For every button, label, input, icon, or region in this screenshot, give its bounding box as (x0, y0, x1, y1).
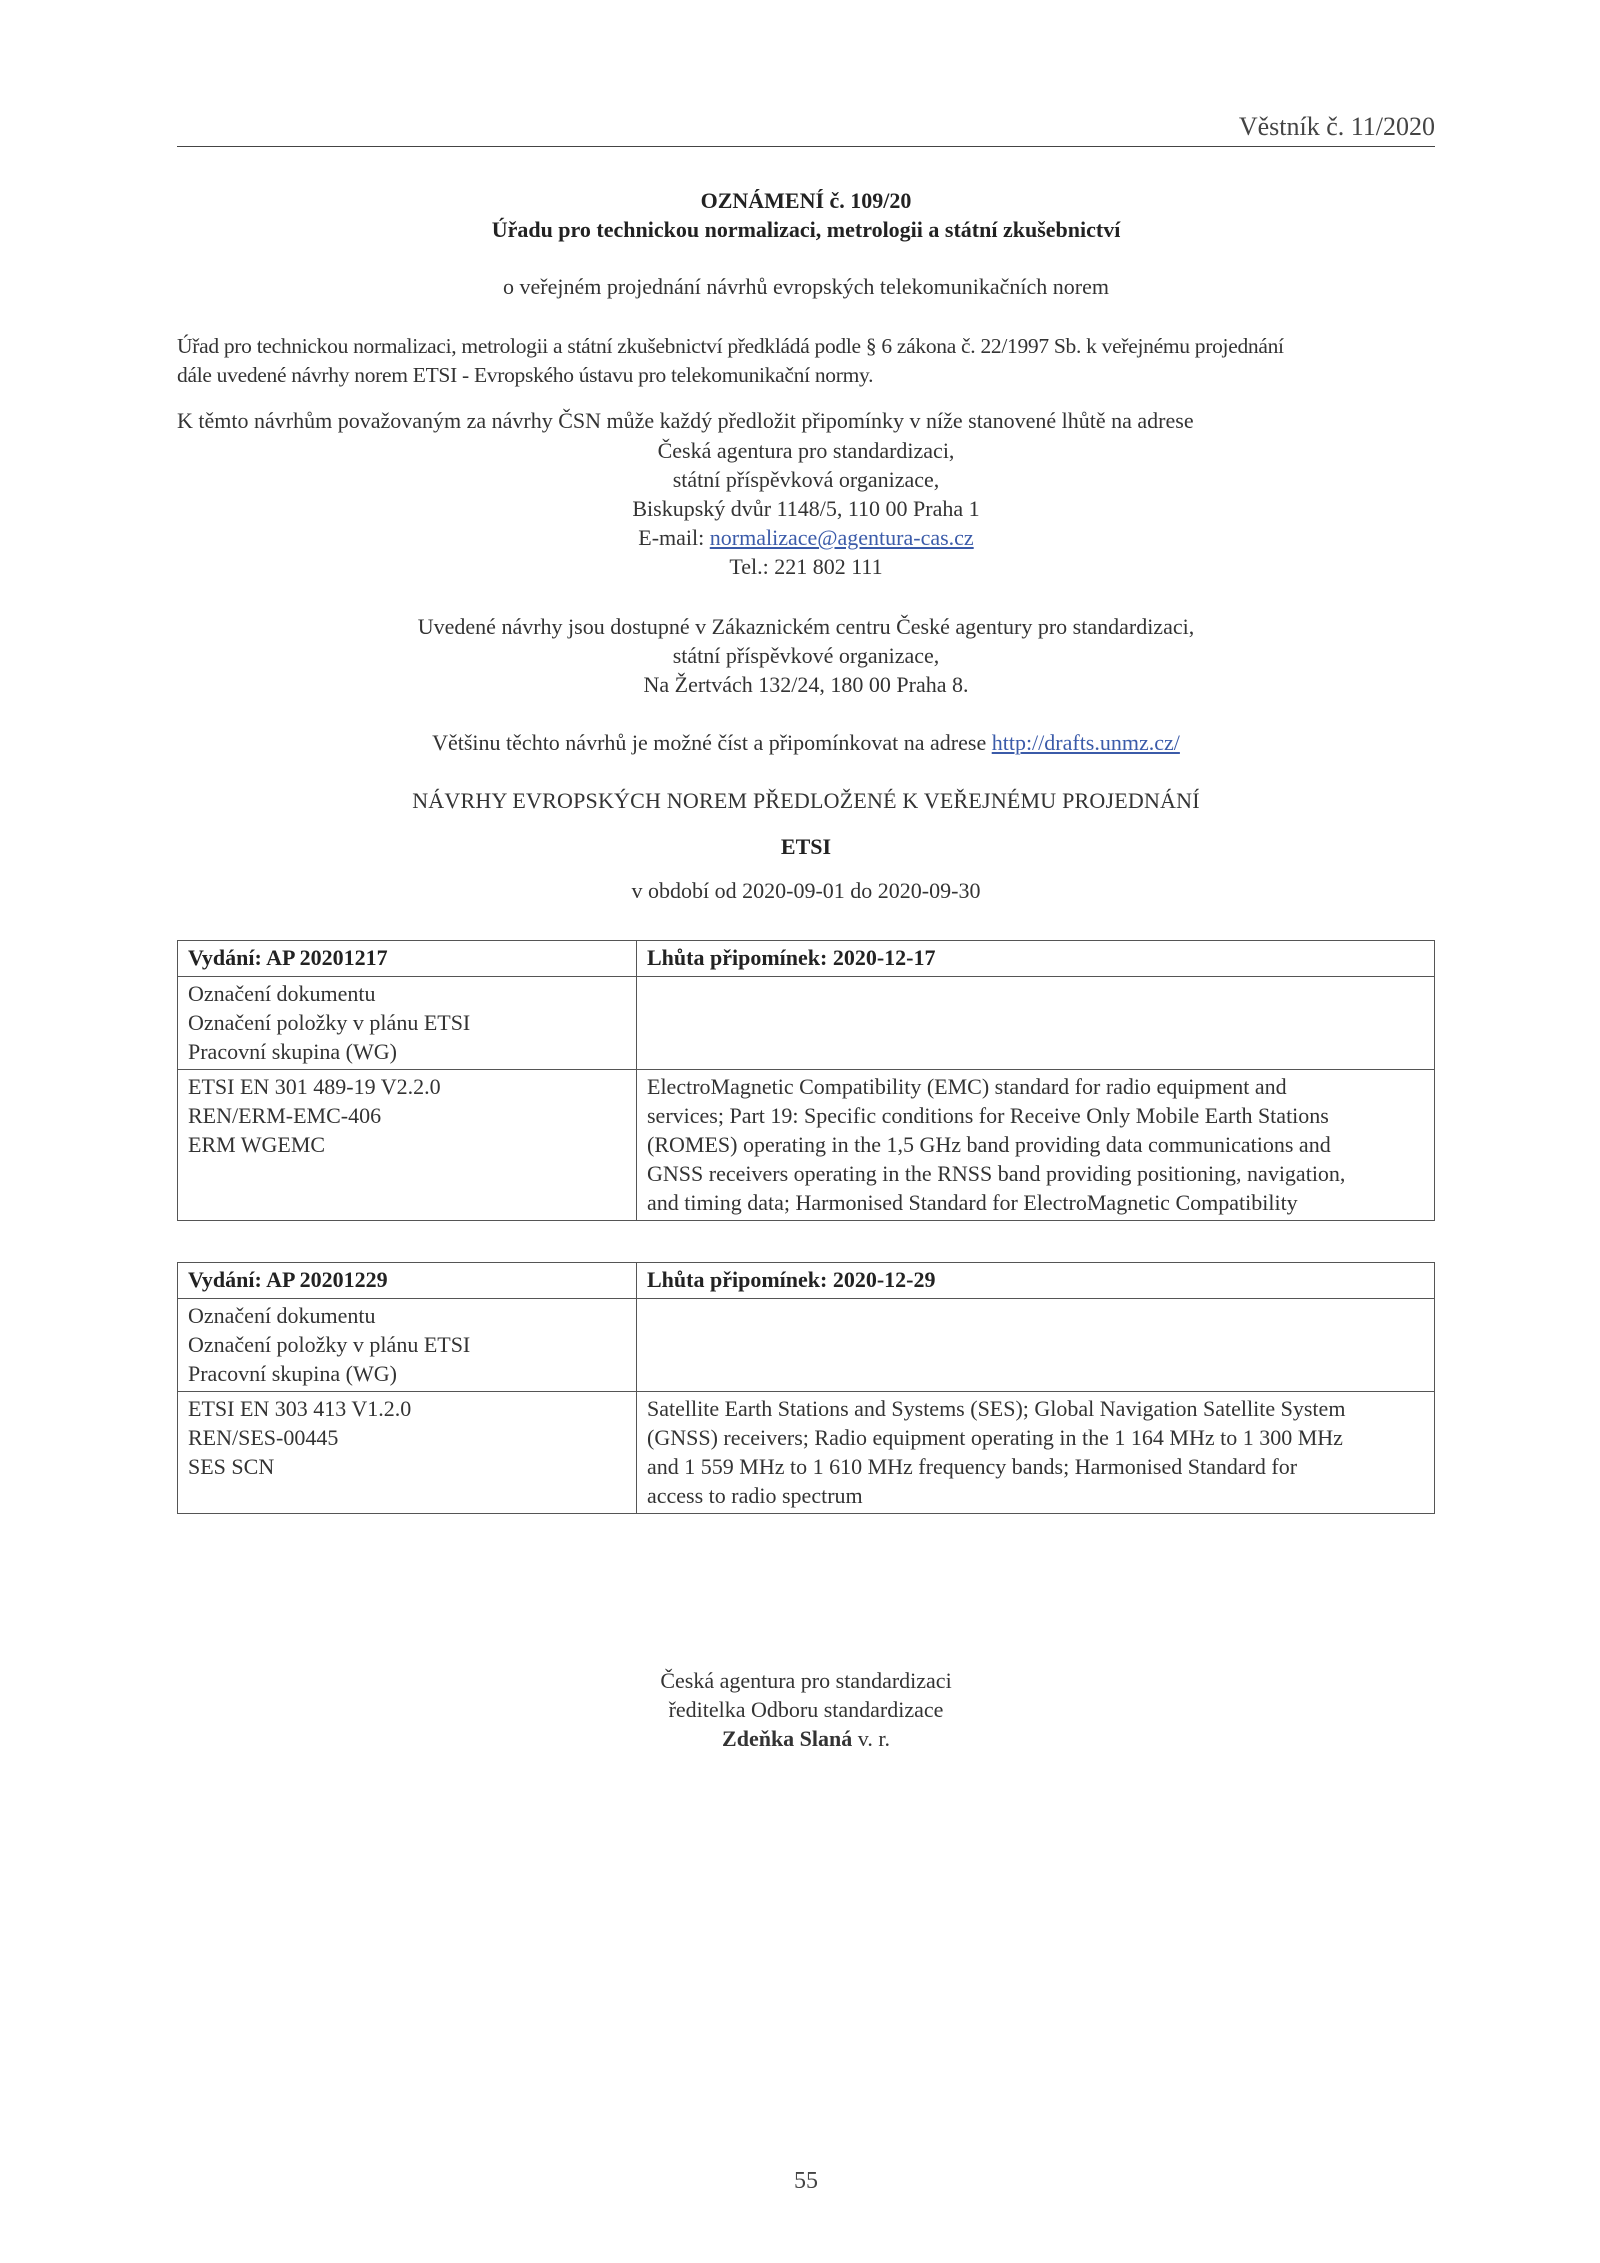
address-org: Česká agentura pro standardizaci, (657, 438, 955, 463)
description-line: GNSS receivers operating in the RNSS band providing positioning, navigation, (647, 1161, 1346, 1186)
availability-paragraph (177, 612, 1435, 699)
document-code: ETSI EN 303 413 V1.2.0 (188, 1396, 412, 1421)
reading-text: Většinu těchto návrhů je možné číst a připomínkovat na adrese (432, 730, 992, 755)
page-header (177, 112, 1435, 147)
issue-cell: Vydání: AP 20201217 (178, 941, 637, 977)
bulletin-number: Věstník č. 11/2020 (1238, 112, 1435, 141)
codes-cell (178, 1392, 637, 1514)
description-line: and timing data; Harmonised Standard for ElectroMagnetic Compatibility (647, 1190, 1298, 1215)
description-line: ElectroMagnetic Compatibility (EMC) standard for radio equipment and (647, 1074, 1287, 1099)
description-line: and 1 559 MHz to 1 610 MHz frequency bands; Harmonised Standard for (647, 1454, 1298, 1479)
label-plan-item: Označení položky v plánu ETSI (188, 1010, 471, 1035)
issue-cell: Vydání: AP 20201229 (178, 1263, 637, 1299)
availability-line-2: státní příspěvkové organizace, (672, 643, 940, 668)
table-header-row (178, 941, 1435, 977)
standards-table-2 (177, 1262, 1435, 1514)
address-phone: Tel.: 221 802 111 (729, 554, 883, 579)
description-line: access to radio spectrum (647, 1483, 863, 1508)
address-street: Biskupský dvůr 1148/5, 110 00 Praha 1 (632, 496, 980, 521)
label-working-group: Pracovní skupina (WG) (188, 1039, 397, 1064)
label-document: Označení dokumentu (188, 981, 376, 1006)
label-working-group: Pracovní skupina (WG) (188, 1361, 397, 1386)
availability-line-3: Na Žertvách 132/24, 180 00 Praha 8. (643, 672, 969, 697)
empty-cell (637, 1299, 1435, 1392)
intro-line-1: Úřad pro technickou normalizaci, metrologii a státní zkušebnictví předkládá podle § 6 zákona č. 22/1997 Sb. k veřejnému projednání (177, 334, 1284, 358)
issuing-office: Úřadu pro technickou normalizaci, metrologii a státní zkušebnictví (491, 217, 1121, 242)
availability-line-1: Uvedené návrhy jsou dostupné v Zákaznickém centru České agentury pro standardizaci, (417, 614, 1195, 639)
label-document: Označení dokumentu (188, 1303, 376, 1328)
section-heading: NÁVRHY EVROPSKÝCH NOREM PŘEDLOŽENÉ K VEŘEJNÉMU PROJEDNÁNÍ (412, 788, 1200, 813)
period-range: v období od 2020-09-01 do 2020-09-30 (631, 878, 981, 903)
email-link[interactable]: normalizace@agentura-cas.cz (709, 525, 974, 550)
empty-cell (637, 977, 1435, 1070)
signature-org: Česká agentura pro standardizaci (660, 1668, 952, 1693)
codes-cell (178, 1070, 637, 1221)
description-line: (ROMES) operating in the 1,5 GHz band providing data communications and (647, 1132, 1331, 1157)
labels-cell (178, 977, 637, 1070)
signature-block (177, 1666, 1435, 1753)
description-cell (637, 1392, 1435, 1514)
description-line: (GNSS) receivers; Radio equipment operating in the 1 164 MHz to 1 300 MHz (647, 1425, 1343, 1450)
table-row (178, 977, 1435, 1070)
plan-item-code: REN/SES-00445 (188, 1425, 339, 1450)
description-cell (637, 1070, 1435, 1221)
address-email (177, 523, 1435, 552)
announcement-number: OZNÁMENÍ č. 109/20 (700, 188, 912, 213)
standards-table-1 (177, 940, 1435, 1221)
label-plan-item: Označení položky v plánu ETSI (188, 1332, 471, 1357)
plan-item-code: REN/ERM-EMC-406 (188, 1103, 382, 1128)
organization-name: ETSI (780, 834, 832, 859)
table-row (178, 1392, 1435, 1514)
labels-cell (178, 1299, 637, 1392)
comments-address (177, 436, 1435, 581)
email-label: E-mail: (638, 525, 710, 550)
drafts-link[interactable]: http://drafts.unmz.cz/ (991, 730, 1180, 755)
address-org-type: státní příspěvková organizace, (672, 467, 940, 492)
deadline-cell: Lhůta připomínek: 2020-12-29 (637, 1263, 1435, 1299)
announcement-subject: o veřejném projednání návrhů evropských telekomunikačních norem (502, 274, 1110, 299)
table-row (178, 1299, 1435, 1392)
intro-paragraph (177, 332, 1435, 390)
intro-line-2: dále uvedené návrhy norem ETSI - Evropského ústavu pro telekomunikační normy. (177, 363, 874, 387)
document-code: ETSI EN 301 489-19 V2.2.0 (188, 1074, 441, 1099)
description-line: services; Part 19: Specific conditions for Receive Only Mobile Earth Stations (647, 1103, 1329, 1128)
reading-paragraph (177, 728, 1435, 757)
signature-line (177, 1724, 1435, 1753)
signature-suffix: v. r. (852, 1726, 890, 1751)
signature-name: Zdeňka Slaná (722, 1726, 853, 1751)
description-line: Satellite Earth Stations and Systems (SES); Global Navigation Satellite System (647, 1396, 1346, 1421)
signature-role: ředitelka Odboru standardizace (668, 1697, 944, 1722)
working-group-code: ERM WGEMC (188, 1132, 326, 1157)
announcement-title (177, 186, 1435, 244)
table-header-row (178, 1263, 1435, 1299)
comments-lead: K těmto návrhům považovaným za návrhy ČSN může každý předložit připomínky v níže stanovené lhůtě na adrese (177, 408, 1194, 433)
page-number: 55 (794, 2168, 818, 2194)
deadline-cell: Lhůta připomínek: 2020-12-17 (637, 941, 1435, 977)
working-group-code: SES SCN (188, 1454, 275, 1479)
table-row (178, 1070, 1435, 1221)
